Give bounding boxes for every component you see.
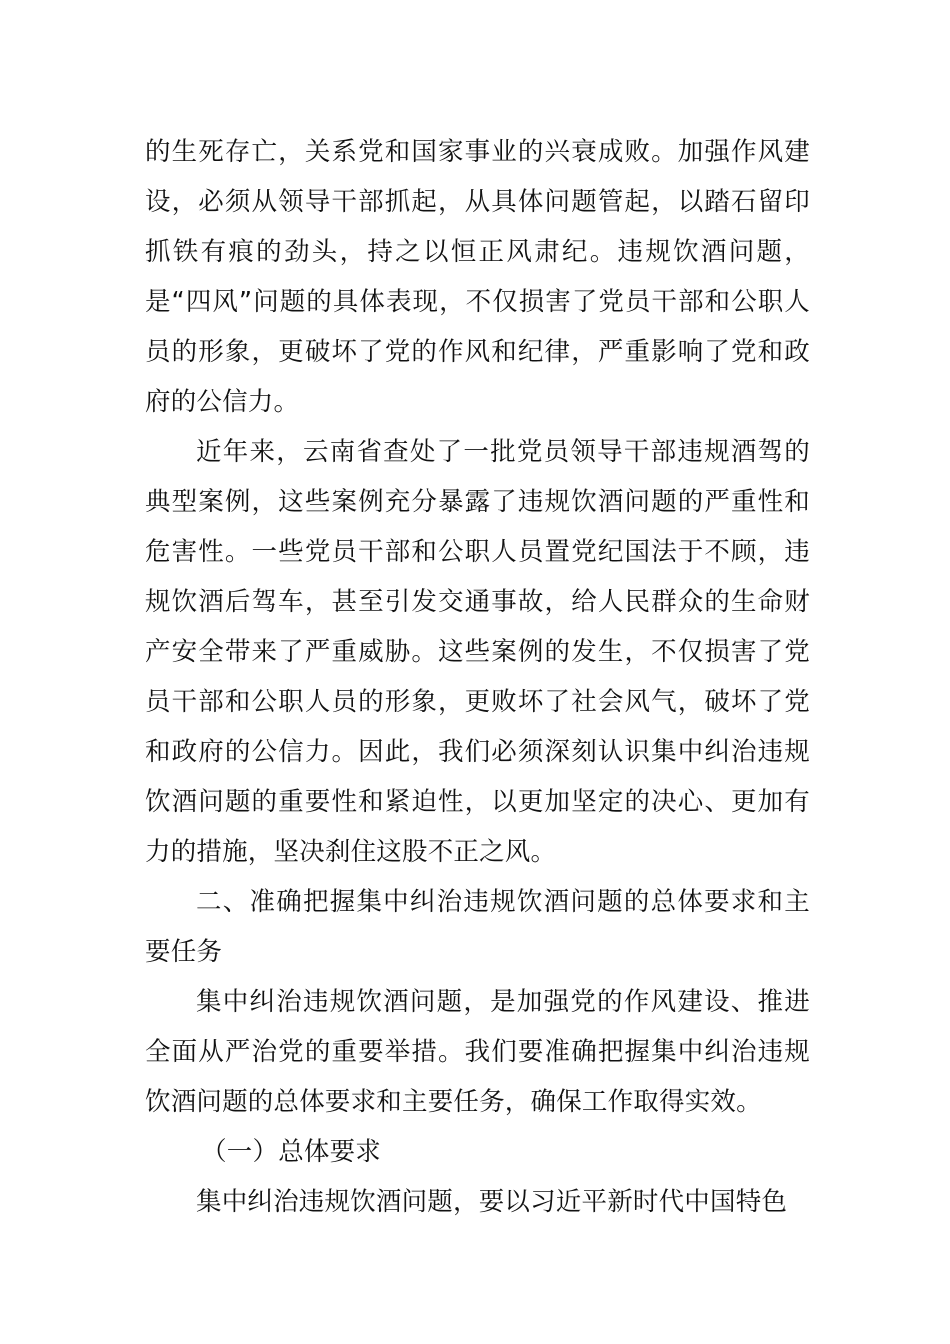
paragraph-recent-cases: 近年来，云南省查处了一批党员领导干部违规酒驾的典型案例，这些案例充分暴露了违规饮酒问题的严重性和危害性。一些党员干部和公职人员置党纪国法于不顾，违规饮酒后驾车，甚至引发交通事故，给人民群众的生命财产安全带来了严重威胁。这些案例的发生，不仅损害了党员干部和公职人员的形象，更败坏了社会风气，破坏了党和政府的公信力。因此，我们必须深刻认识集中纠治违规饮酒问题的重要性和紧迫性，以更加坚定的决心、更加有力的措施，坚决刹住这股不正之风。: [145, 437, 810, 867]
section-heading-two: 二、准确把握集中纠治违规饮酒问题的总体要求和主要任务: [145, 887, 810, 967]
document-body: [145, 127, 810, 1227]
paragraph-general-requirements: 集中纠治违规饮酒问题，要以习近平新时代中国特色: [196, 1187, 788, 1217]
paragraph-continuation: 的生死存亡，关系党和国家事业的兴衰成败。加强作风建设，必须从领导干部抓起，从具体问题管起，以踏石留印抓铁有痕的劲头，持之以恒正风肃纪。违规饮酒问题，是“四风”问题的具体表现，不仅损害了党员干部和公职人员的形象，更破坏了党的作风和纪律，严重影响了党和政府的公信力。: [145, 137, 810, 417]
subsection-heading-one: （一）总体要求: [201, 1137, 381, 1167]
paragraph-section-intro: 集中纠治违规饮酒问题，是加强党的作风建设、推进全面从严治党的重要举措。我们要准确把握集中纠治违规饮酒问题的总体要求和主要任务，确保工作取得实效。: [145, 987, 810, 1117]
